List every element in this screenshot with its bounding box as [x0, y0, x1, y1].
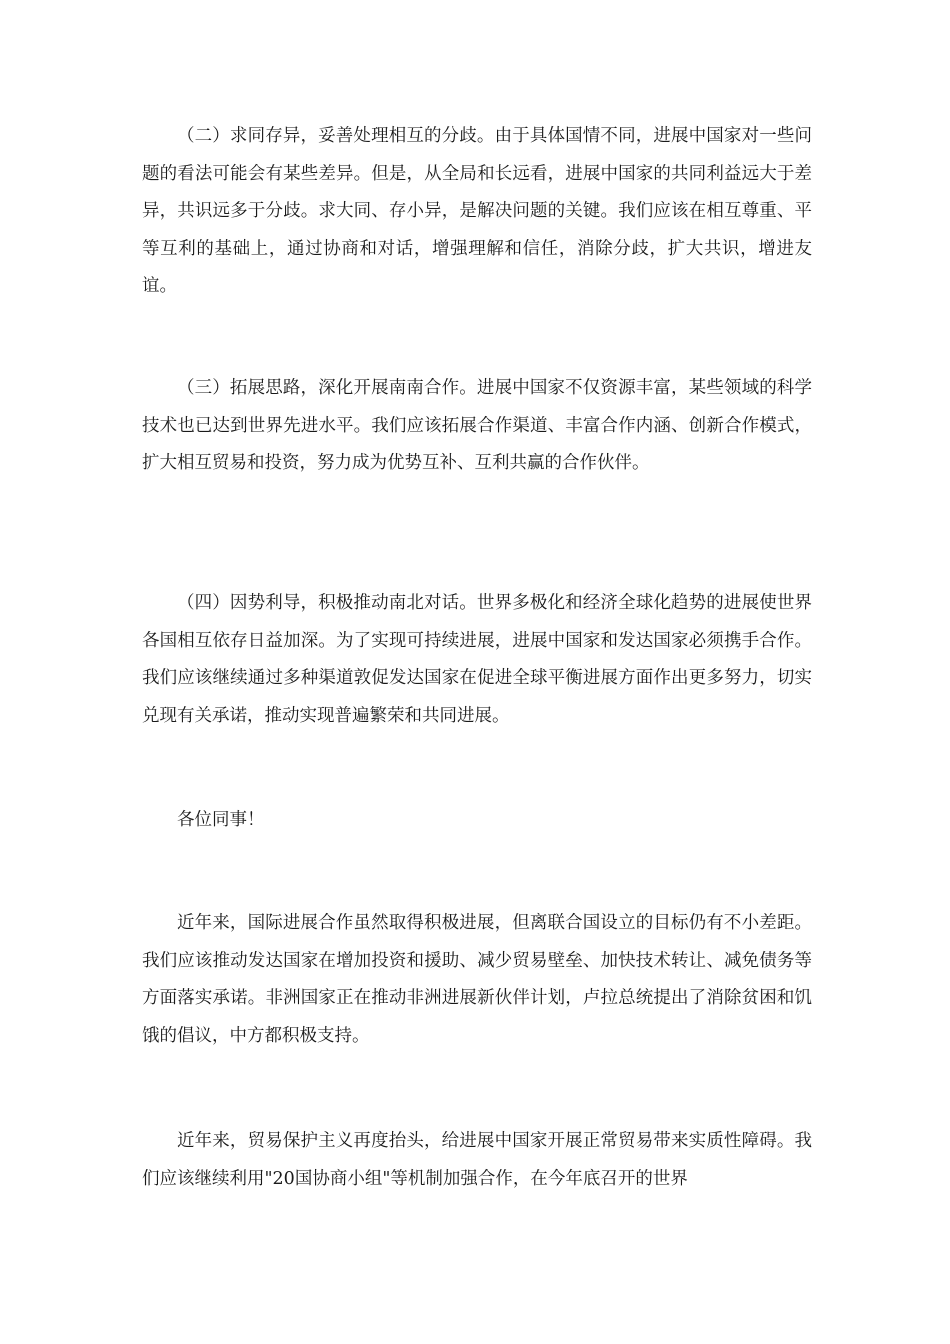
paragraph-south-south-cooperation: （三）拓展思路，深化开展南南合作。进展中国家不仅资源丰富，某些领域的科学技术也已达到世界先进水平。我们应该拓展合作渠道、丰富合作内涵、创新合作模式，扩大相互贸易和投资，努力成为优势互补、互利共赢的合作伙伴。 — [142, 378, 812, 473]
paragraph-trade-protectionism: 近年来，贸易保护主义再度抬头，给进展中国家开展正常贸易带来实质性障碍。我们应该继续利用"20国协商小组"等机制加强合作，在今年底召开的世界 — [142, 1131, 812, 1189]
paragraph-cooperation-differences: （二）求同存异，妥善处理相互的分歧。由于具体国情不同，进展中国家对一些问题的看法可能会有某些差异。但是，从全局和长远看，进展中国家的共同利益远大于差异，共识远多于分歧。求大同、存小异，是解决问题的关键。我们应该在相互尊重、平等互利的基础上，通过协商和对话，增强理解和信任，消除分歧，扩大共识，增进友谊。 — [142, 126, 812, 296]
paragraph-salutation: 各位同事！ — [177, 810, 265, 830]
paragraph-international-cooperation: 近年来，国际进展合作虽然取得积极进展，但离联合国设立的目标仍有不小差距。我们应该推动发达国家在增加投资和援助、减少贸易壁垒、加快技术转让、减免债务等方面落实承诺。非洲国家正在推动非洲进展新伙伴计划，卢拉总统提出了消除贫困和饥饿的倡议，中方都积极支持。 — [142, 913, 812, 1046]
paragraph-north-south-dialogue: （四）因势利导，积极推动南北对话。世界多极化和经济全球化趋势的进展使世界各国相互依存日益加深。为了实现可持续进展，进展中国家和发达国家必须携手合作。我们应该继续通过多种渠道敦促发达国家在促进全球平衡进展方面作出更多努力，切实兑现有关承诺，推动实现普遍繁荣和共同进展。 — [142, 593, 812, 726]
